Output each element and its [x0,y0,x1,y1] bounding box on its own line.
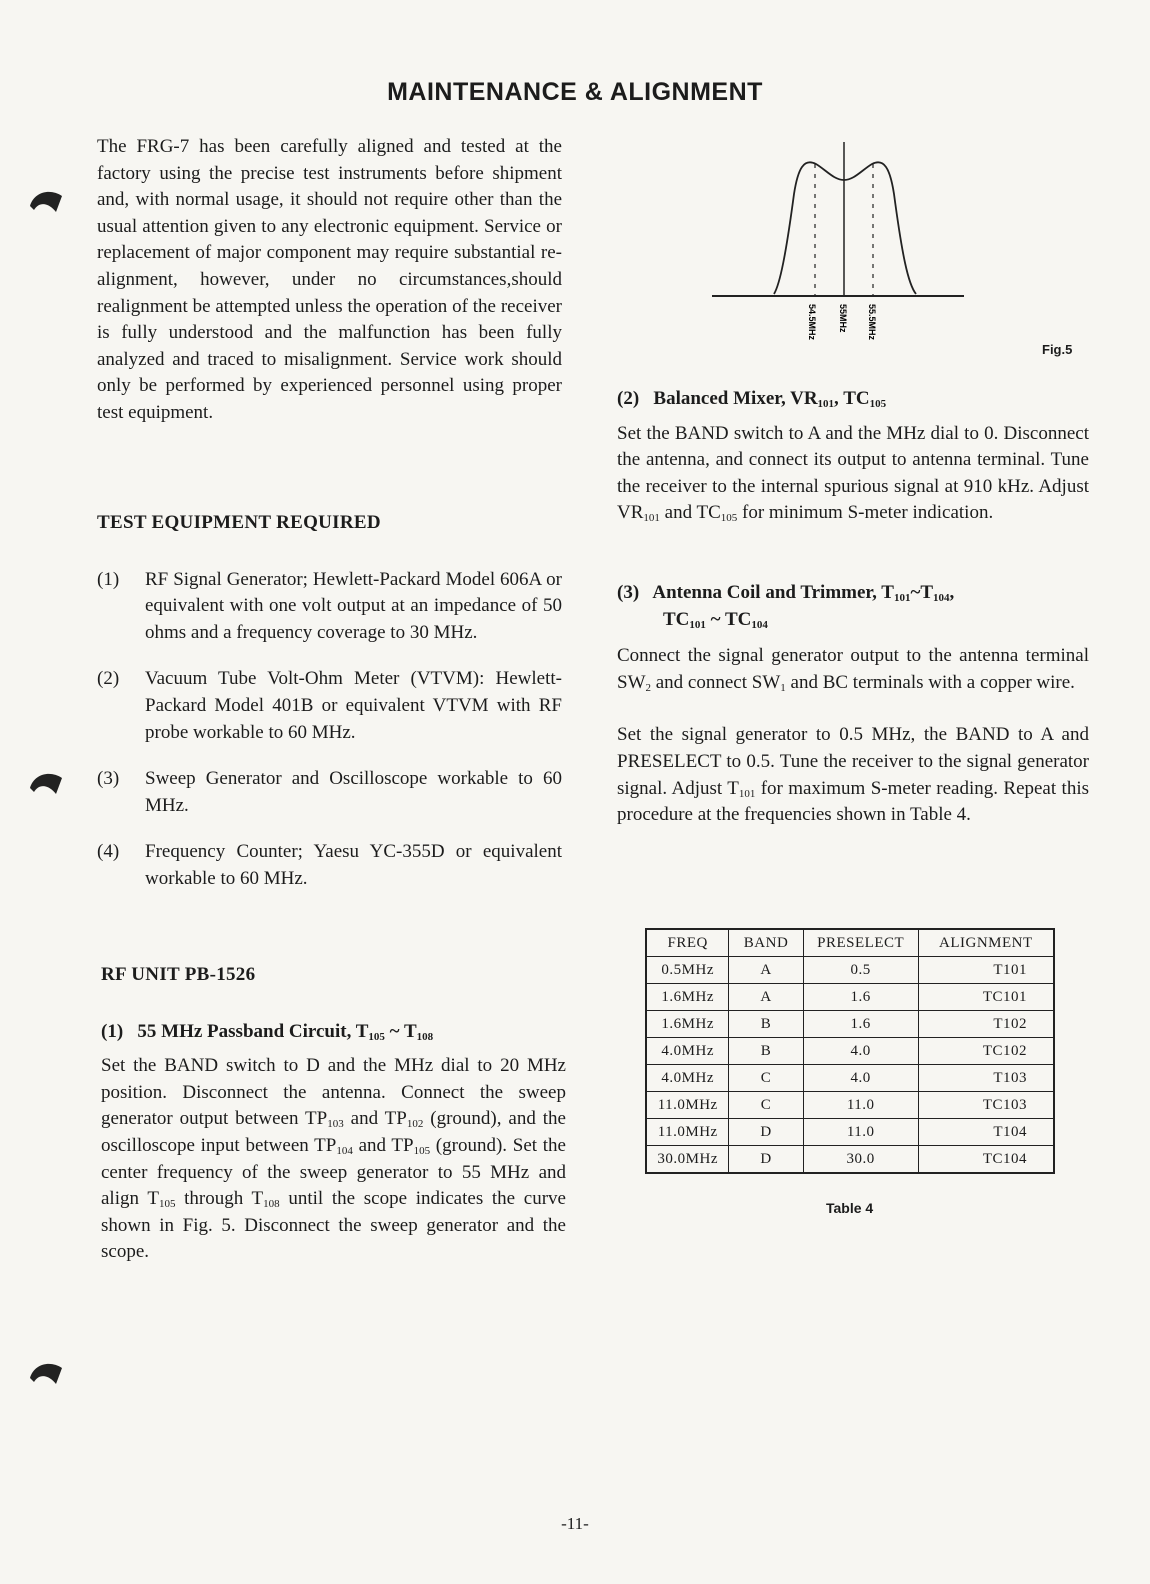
table-row [646,1065,1054,1092]
table-cell: 30.0MHz [646,1146,729,1174]
table-cell: TC102 [918,1038,1054,1065]
section-2-body [617,421,1089,527]
marker-label-lower: 54.5MHz [807,304,817,341]
table-cell: 4.0MHz [646,1038,729,1065]
section-title-text: , [949,582,955,603]
body-text: for maximum S-meter reading. Repeat this procedure at the frequencies shown in Table 4. [617,777,1089,826]
subscript: 102 [406,1118,424,1131]
section-title-text: ~T [910,582,934,603]
test-equipment-heading: TEST EQUIPMENT REQUIRED [97,512,381,533]
table-cell: C [729,1065,803,1092]
binder-hole-mark [28,186,64,214]
body-text: and TP [352,1134,414,1156]
list-item-number: (1) [97,568,120,590]
table-cell: A [729,984,803,1011]
list-item-number: (3) [97,768,120,790]
table-cell: 11.0MHz [646,1092,729,1119]
section-2-title [617,386,1089,413]
intro-section [97,134,562,427]
table-cell: 0.5 [803,957,918,984]
section-1-body [101,1053,566,1266]
section-2 [617,386,1089,527]
table-row [646,984,1054,1011]
table-cell: TC104 [918,1146,1054,1174]
subscript: 103 [327,1118,344,1131]
body-text: and BC terminals with a copper wire. [785,671,1075,693]
table-cell: C [729,1092,803,1119]
subscript: 101 [738,787,756,800]
marker-label-center: 55MHz [838,304,848,333]
test-equipment-list [97,567,562,893]
table-cell: B [729,1038,803,1065]
binder-hole-mark [28,768,64,796]
body-text: until the scope indicates the curve shown in Fig. 5. Disconnect the sweep generator and the scope. [101,1188,566,1263]
table-caption: Table 4 [826,1200,874,1216]
passband-curve [774,162,916,294]
body-text: and connect SW [651,671,781,693]
subscript: 105 [869,398,887,410]
table-cell: 1.6MHz [646,984,729,1011]
body-text: (ground). Set the center frequency of the sweep generator to 55 MHz and align T [101,1134,566,1210]
section-title-text: Antenna Coil and Trimmer, T [652,582,894,603]
table-cell: 1.6 [803,1011,918,1038]
table-cell: 30.0 [803,1146,918,1174]
table-cell: T102 [918,1011,1054,1038]
table-cell: 1.6MHz [646,1011,729,1038]
section-1-title [101,1019,566,1046]
table-cell: T103 [918,1065,1054,1092]
section-title-text: 55 MHz Passband Circuit, T [137,1020,369,1042]
page-title: MAINTENANCE & ALIGNMENT [387,78,763,106]
table-row [646,1038,1054,1065]
table-row [646,1092,1054,1119]
column-header: PRESELECT [803,929,918,957]
table-row [646,1119,1054,1146]
rf-unit-heading: RF UNIT PB-1526 [101,964,256,985]
column-header: ALIGNMENT [918,929,1054,957]
subscript: 105 [368,1030,385,1043]
table-cell: 11.0MHz [646,1119,729,1146]
section-3-paragraph-1 [617,643,1089,696]
subscript: 108 [416,1030,434,1043]
section-title-text: Balanced Mixer, VR [653,388,818,409]
list-item-text: RF Signal Generator; Hewlett-Packard Model 606A or equivalent with one volt output at an impedance of 50 ohms and a frequency coverage to 30 MHz. [145,568,562,643]
subscript: 104 [336,1144,353,1157]
body-text: Set the BAND switch to D and the MHz dial to 20 MHz position. Disconnect the antenna. Connect the sweep generator output between TP [101,1055,566,1130]
section-title-text: ~ TC [705,608,752,630]
test-equipment-section [97,510,562,913]
body-text: Set the BAND switch to A and the MHz dial to 0. Disconnect the antenna, and connect its output to antenna terminal. Tune the receiver to the internal spurious signal at 910 kHz. Adjust VR [617,422,1089,524]
subscript: 105 [720,512,738,525]
subscript: 101 [893,592,911,604]
section-3-title [617,580,1089,633]
list-item-text: Sweep Generator and Oscilloscope workable to 60 MHz. [145,768,562,816]
binder-hole-mark [28,1358,64,1386]
column-header: BAND [729,929,803,957]
body-text: for minimum S-meter indication. [737,502,994,524]
subscript: 105 [413,1144,431,1157]
body-text: through T [175,1188,264,1210]
column-header: FREQ [646,929,729,957]
subscript: 101 [643,512,660,525]
table-header-row [646,929,1054,957]
marker-label-upper: 55.5MHz [867,304,877,341]
page-number: -11- [561,1514,589,1533]
section-title-text: TC [663,608,690,630]
subscript: 104 [933,592,950,604]
table-cell: 4.0 [803,1065,918,1092]
figure-caption: Fig.5 [1042,342,1073,357]
list-item [97,666,562,746]
list-item [97,766,562,819]
list-item-number: (4) [97,841,120,863]
subscript: 108 [263,1198,280,1211]
table-cell: TC103 [918,1092,1054,1119]
section-3-paragraph-2 [617,722,1089,828]
table-cell: B [729,1011,803,1038]
body-text: and TC [659,502,721,524]
subscript: 1 [780,681,786,694]
body-text: Connect the signal generator output to the antenna terminal SW [617,645,1089,693]
subscript: 105 [158,1198,176,1211]
table-cell: 11.0 [803,1119,918,1146]
list-item [97,839,562,892]
table-row [646,1011,1054,1038]
section-title-text: ~ T [384,1020,417,1042]
list-item [97,567,562,647]
table-row [646,957,1054,984]
list-item-text: Frequency Counter; Yaesu YC-355D or equivalent workable to 60 MHz. [145,841,562,889]
section-number: (2) [617,388,640,409]
section-number: (3) [617,582,640,603]
table-cell: D [729,1119,803,1146]
table-cell: 1.6 [803,984,918,1011]
table-cell: 11.0 [803,1092,918,1119]
list-item-text: Vacuum Tube Volt-Ohm Meter (VTVM): Hewlett-Packard Model 401B or equivalent VTVM with RF probe workable to 60 MHz. [145,668,562,743]
table-cell: D [729,1146,803,1174]
table-cell: 4.0MHz [646,1065,729,1092]
body-text: (ground), and the oscilloscope input between TP [101,1108,566,1156]
table-cell: T101 [918,957,1054,984]
subscript: 2 [645,681,651,694]
body-text: and TP [343,1108,407,1130]
rf-unit-section [101,962,566,1266]
table-cell: T104 [918,1119,1054,1146]
section-3 [617,580,1089,829]
subscript: 101 [689,618,706,631]
body-text: Set the signal generator to 0.5 MHz, the BAND to A and PRESELECT to 0.5. Tune the receiver to the signal generator signal. Adjust T [617,724,1089,799]
subscript: 101 [817,398,835,410]
section-number: (1) [101,1020,124,1042]
alignment-table [645,928,1055,1174]
intro-paragraph: The FRG-7 has been carefully aligned and tested at the factory using the precise test instruments before shipment and, with normal usage, it should not require other than the usual attention given to any electronic equipment. Service or replacement of major component may require substantial re-alignment, however, under no circumstances,should realignment be attempted unless the operation of the receiver is fully understood and the malfunction has been fully analyzed and traced to misalignment. Service work should only be performed by experienced personnel using proper test equipment. [97,136,562,423]
table-cell: TC101 [918,984,1054,1011]
section-title-text: , TC [834,388,870,409]
table-cell: 4.0 [803,1038,918,1065]
table-row [646,1146,1054,1174]
list-item-number: (2) [97,668,120,690]
subscript: 104 [751,618,768,631]
passband-curve-figure [712,134,1092,374]
table-cell: A [729,957,803,984]
table-cell: 0.5MHz [646,957,729,984]
